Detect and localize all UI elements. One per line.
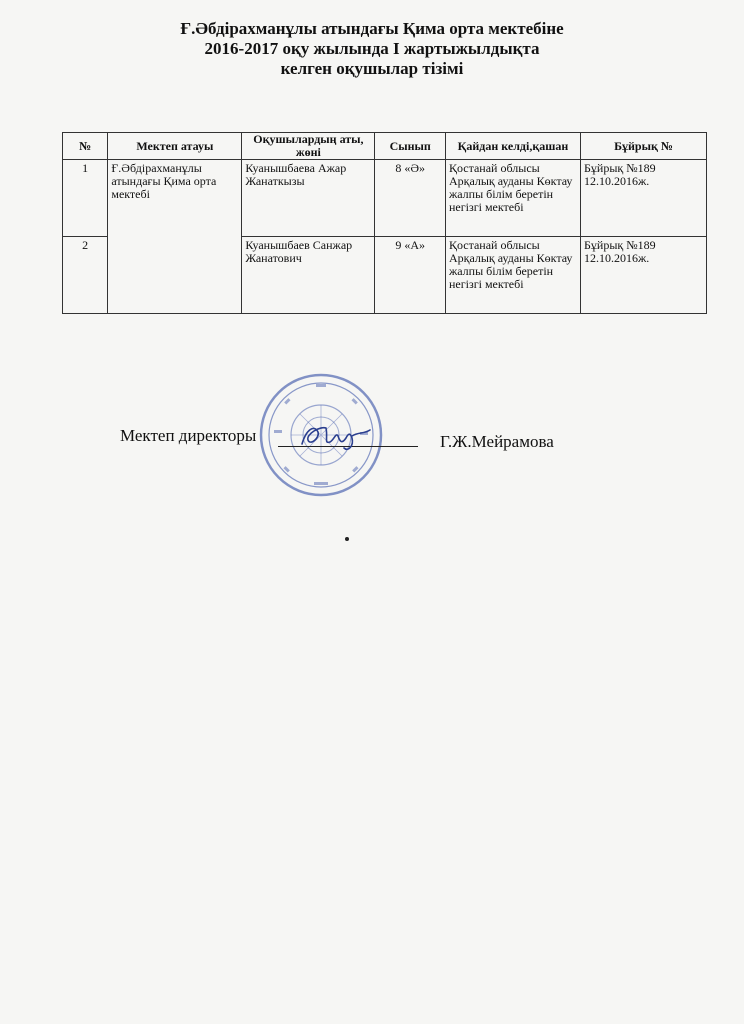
- school-name-cell: Ғ.Әбдірахманұлы атындағы Қима орта мектебі: [108, 160, 242, 314]
- ink-dot: [345, 537, 349, 541]
- order-cell: [581, 237, 707, 314]
- director-label: Мектеп директоры: [120, 426, 257, 445]
- order-number: Бұйрық №189: [584, 238, 656, 252]
- row-number: 2: [63, 237, 108, 314]
- student-name: Куанышбаев Санжар Жанатович: [242, 237, 375, 314]
- student-name: Куанышбаева Ажар Жанаткызы: [242, 160, 375, 237]
- student-class: 8 «Ә»: [375, 160, 446, 237]
- student-class: 9 «А»: [375, 237, 446, 314]
- title-line-2: 2016-2017 оқу жылында I жартыжылдықта: [204, 39, 540, 58]
- column-header-from-when: Қайдан келді,қашан: [445, 133, 580, 160]
- order-cell: [581, 160, 707, 237]
- column-header-school: Мектеп атауы: [108, 133, 242, 160]
- title-line-1: Ғ.Әбдірахманұлы атындағы Қима орта мектебіне: [180, 19, 564, 38]
- row-number: 1: [63, 160, 108, 237]
- column-header-number: №: [63, 133, 108, 160]
- order-date: 12.10.2016ж.: [584, 174, 650, 188]
- title-line-3: келген оқушылар тізімі: [280, 59, 464, 78]
- column-header-student-name: Оқушылардың аты, жөні: [242, 133, 375, 160]
- handwritten-signature-icon: [296, 418, 376, 454]
- came-from: Қостанай облысы Арқалық ауданы Көктау жалпы білім беретін негізгі мектебі: [445, 160, 580, 237]
- column-header-order: Бұйрық №: [581, 133, 707, 160]
- director-name: Г.Ж.Мейрамова: [440, 432, 554, 451]
- column-header-class: Сынып: [375, 133, 446, 160]
- order-date: 12.10.2016ж.: [584, 251, 650, 265]
- table-row: [63, 160, 707, 237]
- order-number: Бұйрық №189: [584, 161, 656, 175]
- table-header-row: [63, 133, 707, 160]
- came-from: Қостанай облысы Арқалық ауданы Көктау жалпы білім беретін негізгі мектебі: [445, 237, 580, 314]
- students-table: [62, 132, 707, 314]
